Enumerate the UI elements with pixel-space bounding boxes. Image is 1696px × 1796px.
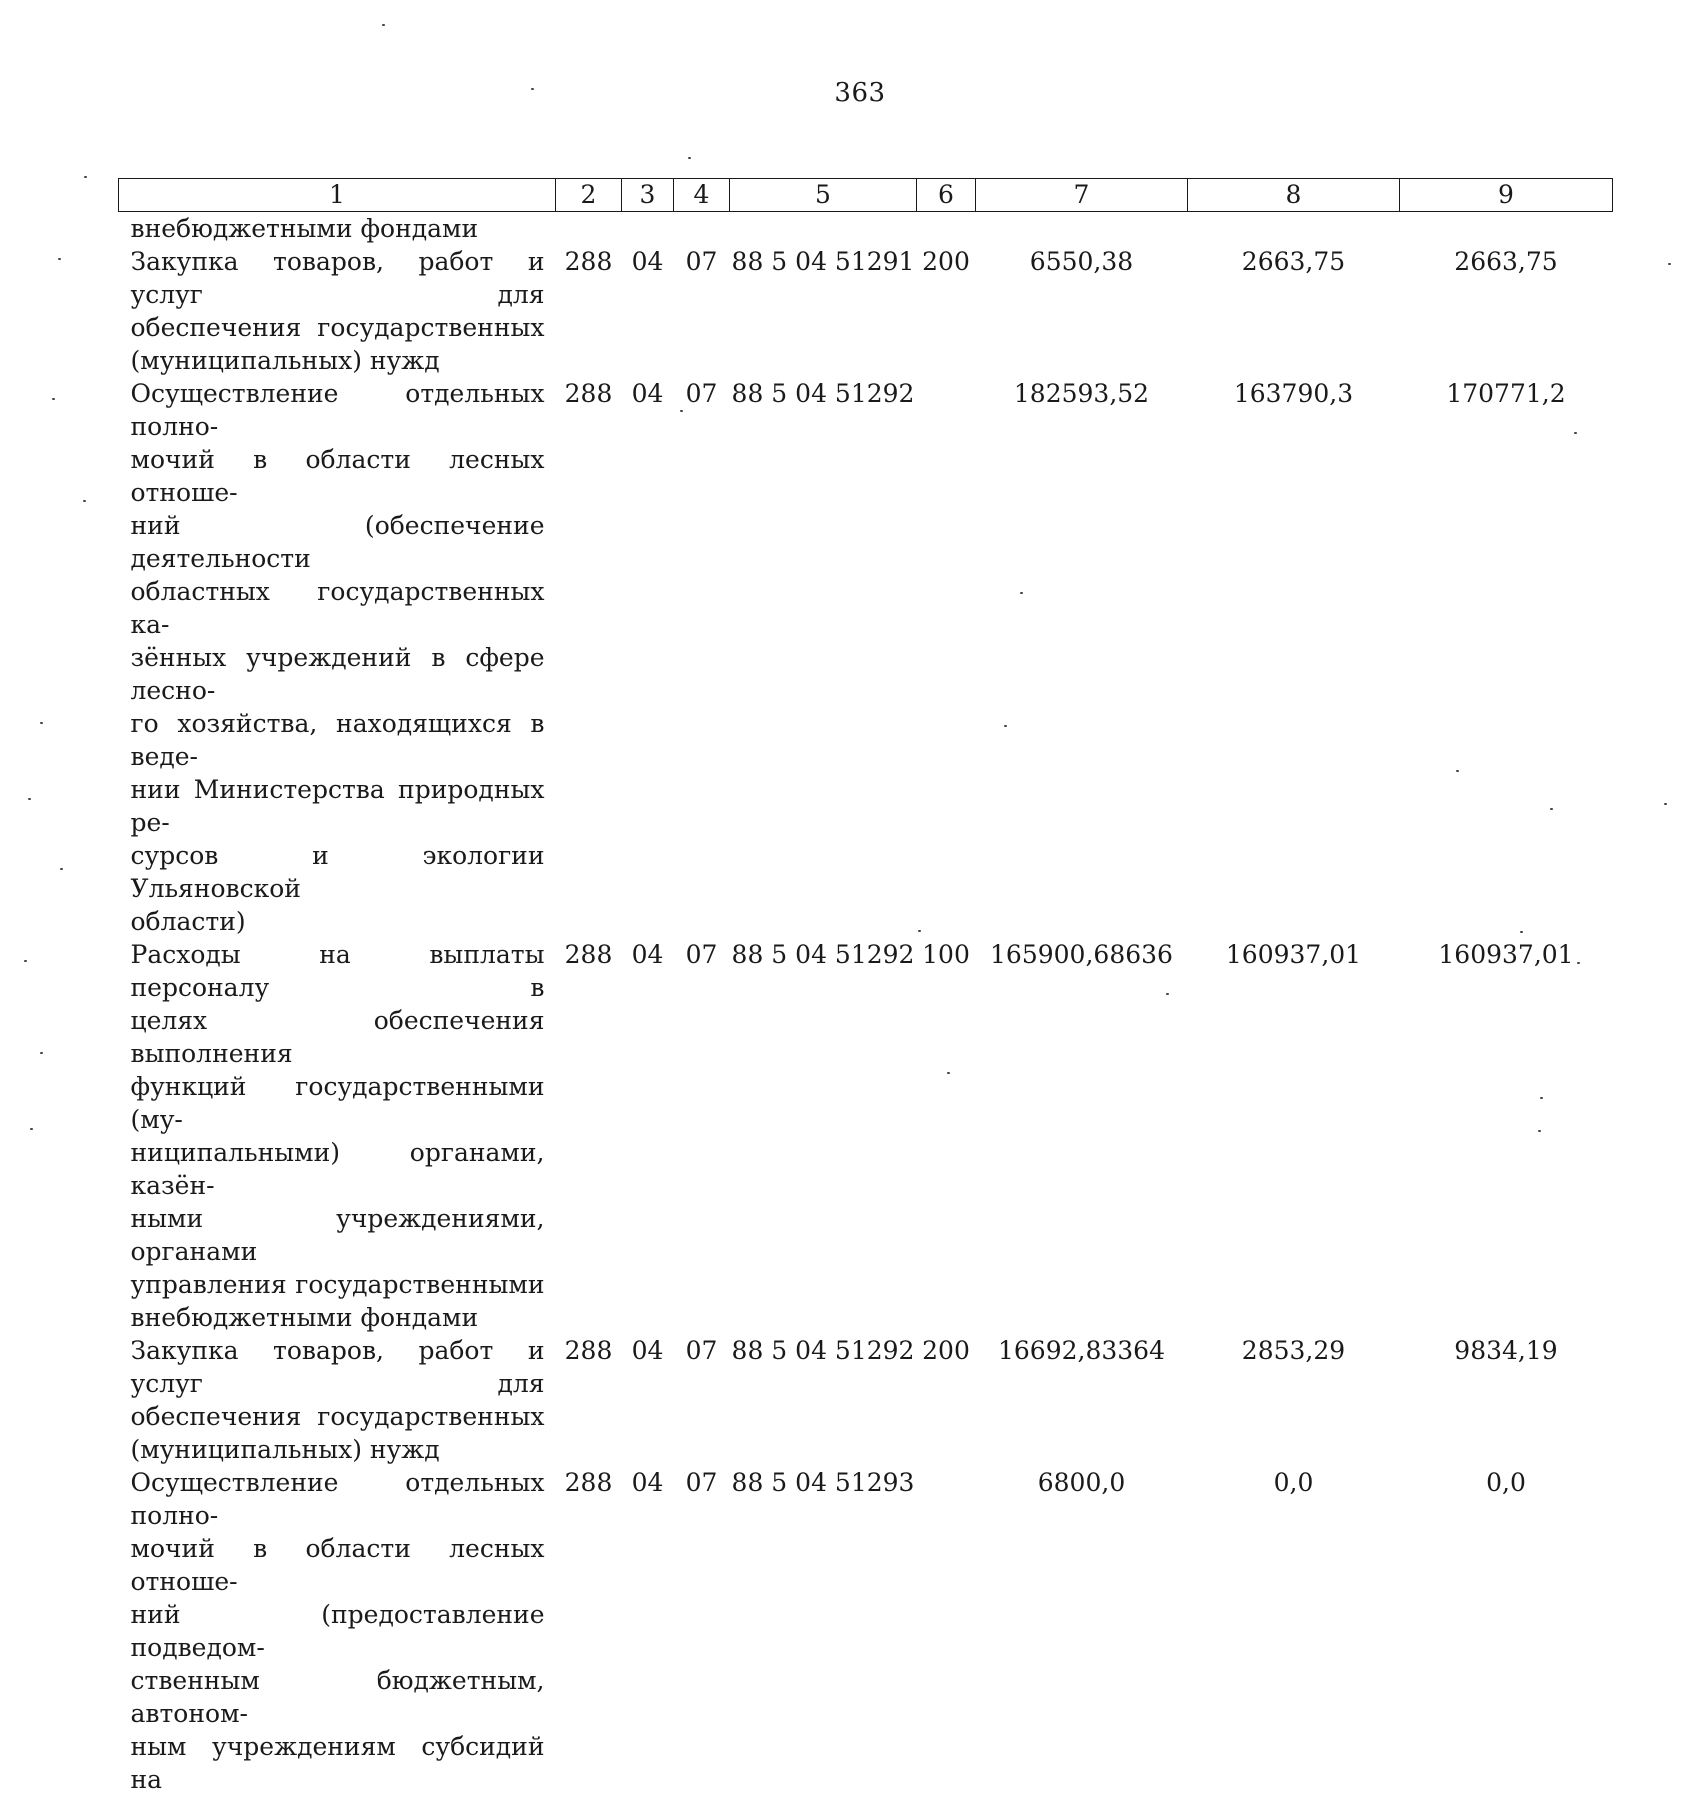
scan-speck xyxy=(58,258,61,260)
scan-speck xyxy=(83,500,86,502)
row-col-9: 160937,01 xyxy=(1400,938,1613,1334)
row-col-7: 6550,38 xyxy=(976,245,1188,377)
row-col-7: 182593,52 xyxy=(976,377,1188,938)
row-col-6: 100 xyxy=(917,938,976,1334)
row-description xyxy=(119,377,556,938)
row-col-4 xyxy=(674,212,730,246)
scan-speck xyxy=(1668,263,1671,265)
description-line: ным учреждениям субсидий на xyxy=(131,1730,545,1796)
description-line: Закупка товаров, работ и услуг для xyxy=(131,1334,545,1400)
row-col-5: 88 5 04 51291 xyxy=(730,245,917,377)
scan-speck xyxy=(1577,962,1580,964)
row-col-5 xyxy=(730,212,917,246)
scan-speck xyxy=(1004,725,1007,727)
row-col-6: 200 xyxy=(917,1334,976,1466)
row-col-3: 04 xyxy=(622,377,674,938)
row-col-9: 170771,2 xyxy=(1400,377,1613,938)
row-col-3: 04 xyxy=(622,245,674,377)
row-col-4: 07 xyxy=(674,938,730,1334)
row-col-7: 6800,0 xyxy=(976,1466,1188,1796)
budget-table xyxy=(118,178,1613,1796)
scan-speck xyxy=(1574,432,1577,434)
row-col-3: 04 xyxy=(622,1334,674,1466)
row-col-6: 200 xyxy=(917,245,976,377)
row-col-3: 04 xyxy=(622,1466,674,1796)
table-row xyxy=(119,245,1613,377)
table-row xyxy=(119,212,1613,246)
scan-speck xyxy=(28,798,31,800)
row-col-8 xyxy=(1188,212,1400,246)
description-line: мочий в области лесных отноше- xyxy=(131,443,545,509)
scan-speck xyxy=(40,722,43,724)
description-line: внебюджетными фондами xyxy=(131,212,545,245)
row-col-5: 88 5 04 51292 xyxy=(730,1334,917,1466)
scan-speck xyxy=(60,868,63,870)
table-header xyxy=(119,179,1613,212)
header-col-4: 4 xyxy=(674,179,730,212)
budget-table-container xyxy=(118,178,1612,1796)
row-description xyxy=(119,1466,556,1796)
row-col-9: 0,0 xyxy=(1400,1466,1613,1796)
row-col-8: 163790,3 xyxy=(1188,377,1400,938)
table-row xyxy=(119,1466,1613,1796)
description-line: внебюджетными фондами xyxy=(131,1301,545,1334)
row-col-7: 16692,83364 xyxy=(976,1334,1188,1466)
scan-speck xyxy=(680,410,683,412)
header-col-5: 5 xyxy=(730,179,917,212)
description-line: обеспечения государственных xyxy=(131,311,545,344)
scan-speck xyxy=(30,1128,33,1130)
scan-speck xyxy=(52,398,55,400)
row-col-8: 2663,75 xyxy=(1188,245,1400,377)
header-col-8: 8 xyxy=(1188,179,1400,212)
description-line: ственным бюджетным, автоном- xyxy=(131,1664,545,1730)
description-line: области) xyxy=(131,905,545,938)
scan-speck xyxy=(947,1072,950,1074)
row-col-2: 288 xyxy=(556,1466,622,1796)
scan-speck xyxy=(382,24,385,26)
description-line: сурсов и экологии Ульяновской xyxy=(131,839,545,905)
row-col-4: 07 xyxy=(674,245,730,377)
row-col-8: 160937,01 xyxy=(1188,938,1400,1334)
description-line: (муниципальных) нужд xyxy=(131,1433,545,1466)
description-line: управления государственными xyxy=(131,1268,545,1301)
scan-speck xyxy=(1664,803,1667,805)
scan-speck xyxy=(40,1052,43,1054)
scan-speck xyxy=(531,88,534,90)
row-col-2: 288 xyxy=(556,245,622,377)
row-col-6 xyxy=(917,212,976,246)
table-row xyxy=(119,377,1613,938)
description-line: ниципальными) органами, казён- xyxy=(131,1136,545,1202)
description-line: областных государственных ка- xyxy=(131,575,545,641)
scan-speck xyxy=(1520,931,1523,933)
row-col-9: 9834,19 xyxy=(1400,1334,1613,1466)
row-col-7: 165900,68636 xyxy=(976,938,1188,1334)
description-line: Осуществление отдельных полно- xyxy=(131,377,545,443)
row-col-2: 288 xyxy=(556,938,622,1334)
description-line: Расходы на выплаты персоналу в xyxy=(131,938,545,1004)
table-row xyxy=(119,1334,1613,1466)
table-row xyxy=(119,938,1613,1334)
description-line: го хозяйства, находящихся в веде- xyxy=(131,707,545,773)
header-row xyxy=(119,179,1613,212)
scan-speck xyxy=(1540,1097,1543,1099)
row-col-5: 88 5 04 51292 xyxy=(730,938,917,1334)
description-line: обеспечения государственных xyxy=(131,1400,545,1433)
description-line: зённых учреждений в сфере лесно- xyxy=(131,641,545,707)
scan-speck xyxy=(918,930,921,932)
row-col-5: 88 5 04 51292 xyxy=(730,377,917,938)
scan-speck xyxy=(1020,592,1023,594)
page-number: 363 xyxy=(0,78,1696,108)
description-line: ными учреждениями, органами xyxy=(131,1202,545,1268)
scan-speck xyxy=(1166,993,1169,995)
row-description xyxy=(119,245,556,377)
row-col-4: 07 xyxy=(674,1334,730,1466)
row-col-5: 88 5 04 51293 xyxy=(730,1466,917,1796)
description-line: функций государственными (му- xyxy=(131,1070,545,1136)
header-col-9: 9 xyxy=(1400,179,1613,212)
row-col-2: 288 xyxy=(556,377,622,938)
row-col-6 xyxy=(917,377,976,938)
scan-speck xyxy=(688,157,691,159)
header-col-3: 3 xyxy=(622,179,674,212)
header-col-6: 6 xyxy=(917,179,976,212)
description-line: ний (обеспечение деятельности xyxy=(131,509,545,575)
header-col-7: 7 xyxy=(976,179,1188,212)
description-line: нии Министерства природных ре- xyxy=(131,773,545,839)
row-col-3 xyxy=(622,212,674,246)
row-col-7 xyxy=(976,212,1188,246)
description-line: мочий в области лесных отноше- xyxy=(131,1532,545,1598)
row-col-6 xyxy=(917,1466,976,1796)
header-col-1: 1 xyxy=(119,179,556,212)
scan-speck xyxy=(1538,1130,1541,1132)
table-body xyxy=(119,212,1613,1796)
row-col-4: 07 xyxy=(674,1466,730,1796)
row-col-8: 0,0 xyxy=(1188,1466,1400,1796)
description-line: целях обеспечения выполнения xyxy=(131,1004,545,1070)
scan-speck xyxy=(24,960,27,962)
scan-speck xyxy=(1550,808,1553,810)
scan-speck xyxy=(1456,770,1459,772)
row-col-9 xyxy=(1400,212,1613,246)
description-line: Осуществление отдельных полно- xyxy=(131,1466,545,1532)
row-col-9: 2663,75 xyxy=(1400,245,1613,377)
row-description xyxy=(119,212,556,246)
description-line: (муниципальных) нужд xyxy=(131,344,545,377)
row-col-4: 07 xyxy=(674,377,730,938)
scan-speck xyxy=(84,176,87,178)
row-col-2 xyxy=(556,212,622,246)
row-col-3: 04 xyxy=(622,938,674,1334)
row-col-8: 2853,29 xyxy=(1188,1334,1400,1466)
description-line: ний (предоставление подведом- xyxy=(131,1598,545,1664)
description-line: Закупка товаров, работ и услуг для xyxy=(131,245,545,311)
header-col-2: 2 xyxy=(556,179,622,212)
row-description xyxy=(119,938,556,1334)
row-description xyxy=(119,1334,556,1466)
row-col-2: 288 xyxy=(556,1334,622,1466)
